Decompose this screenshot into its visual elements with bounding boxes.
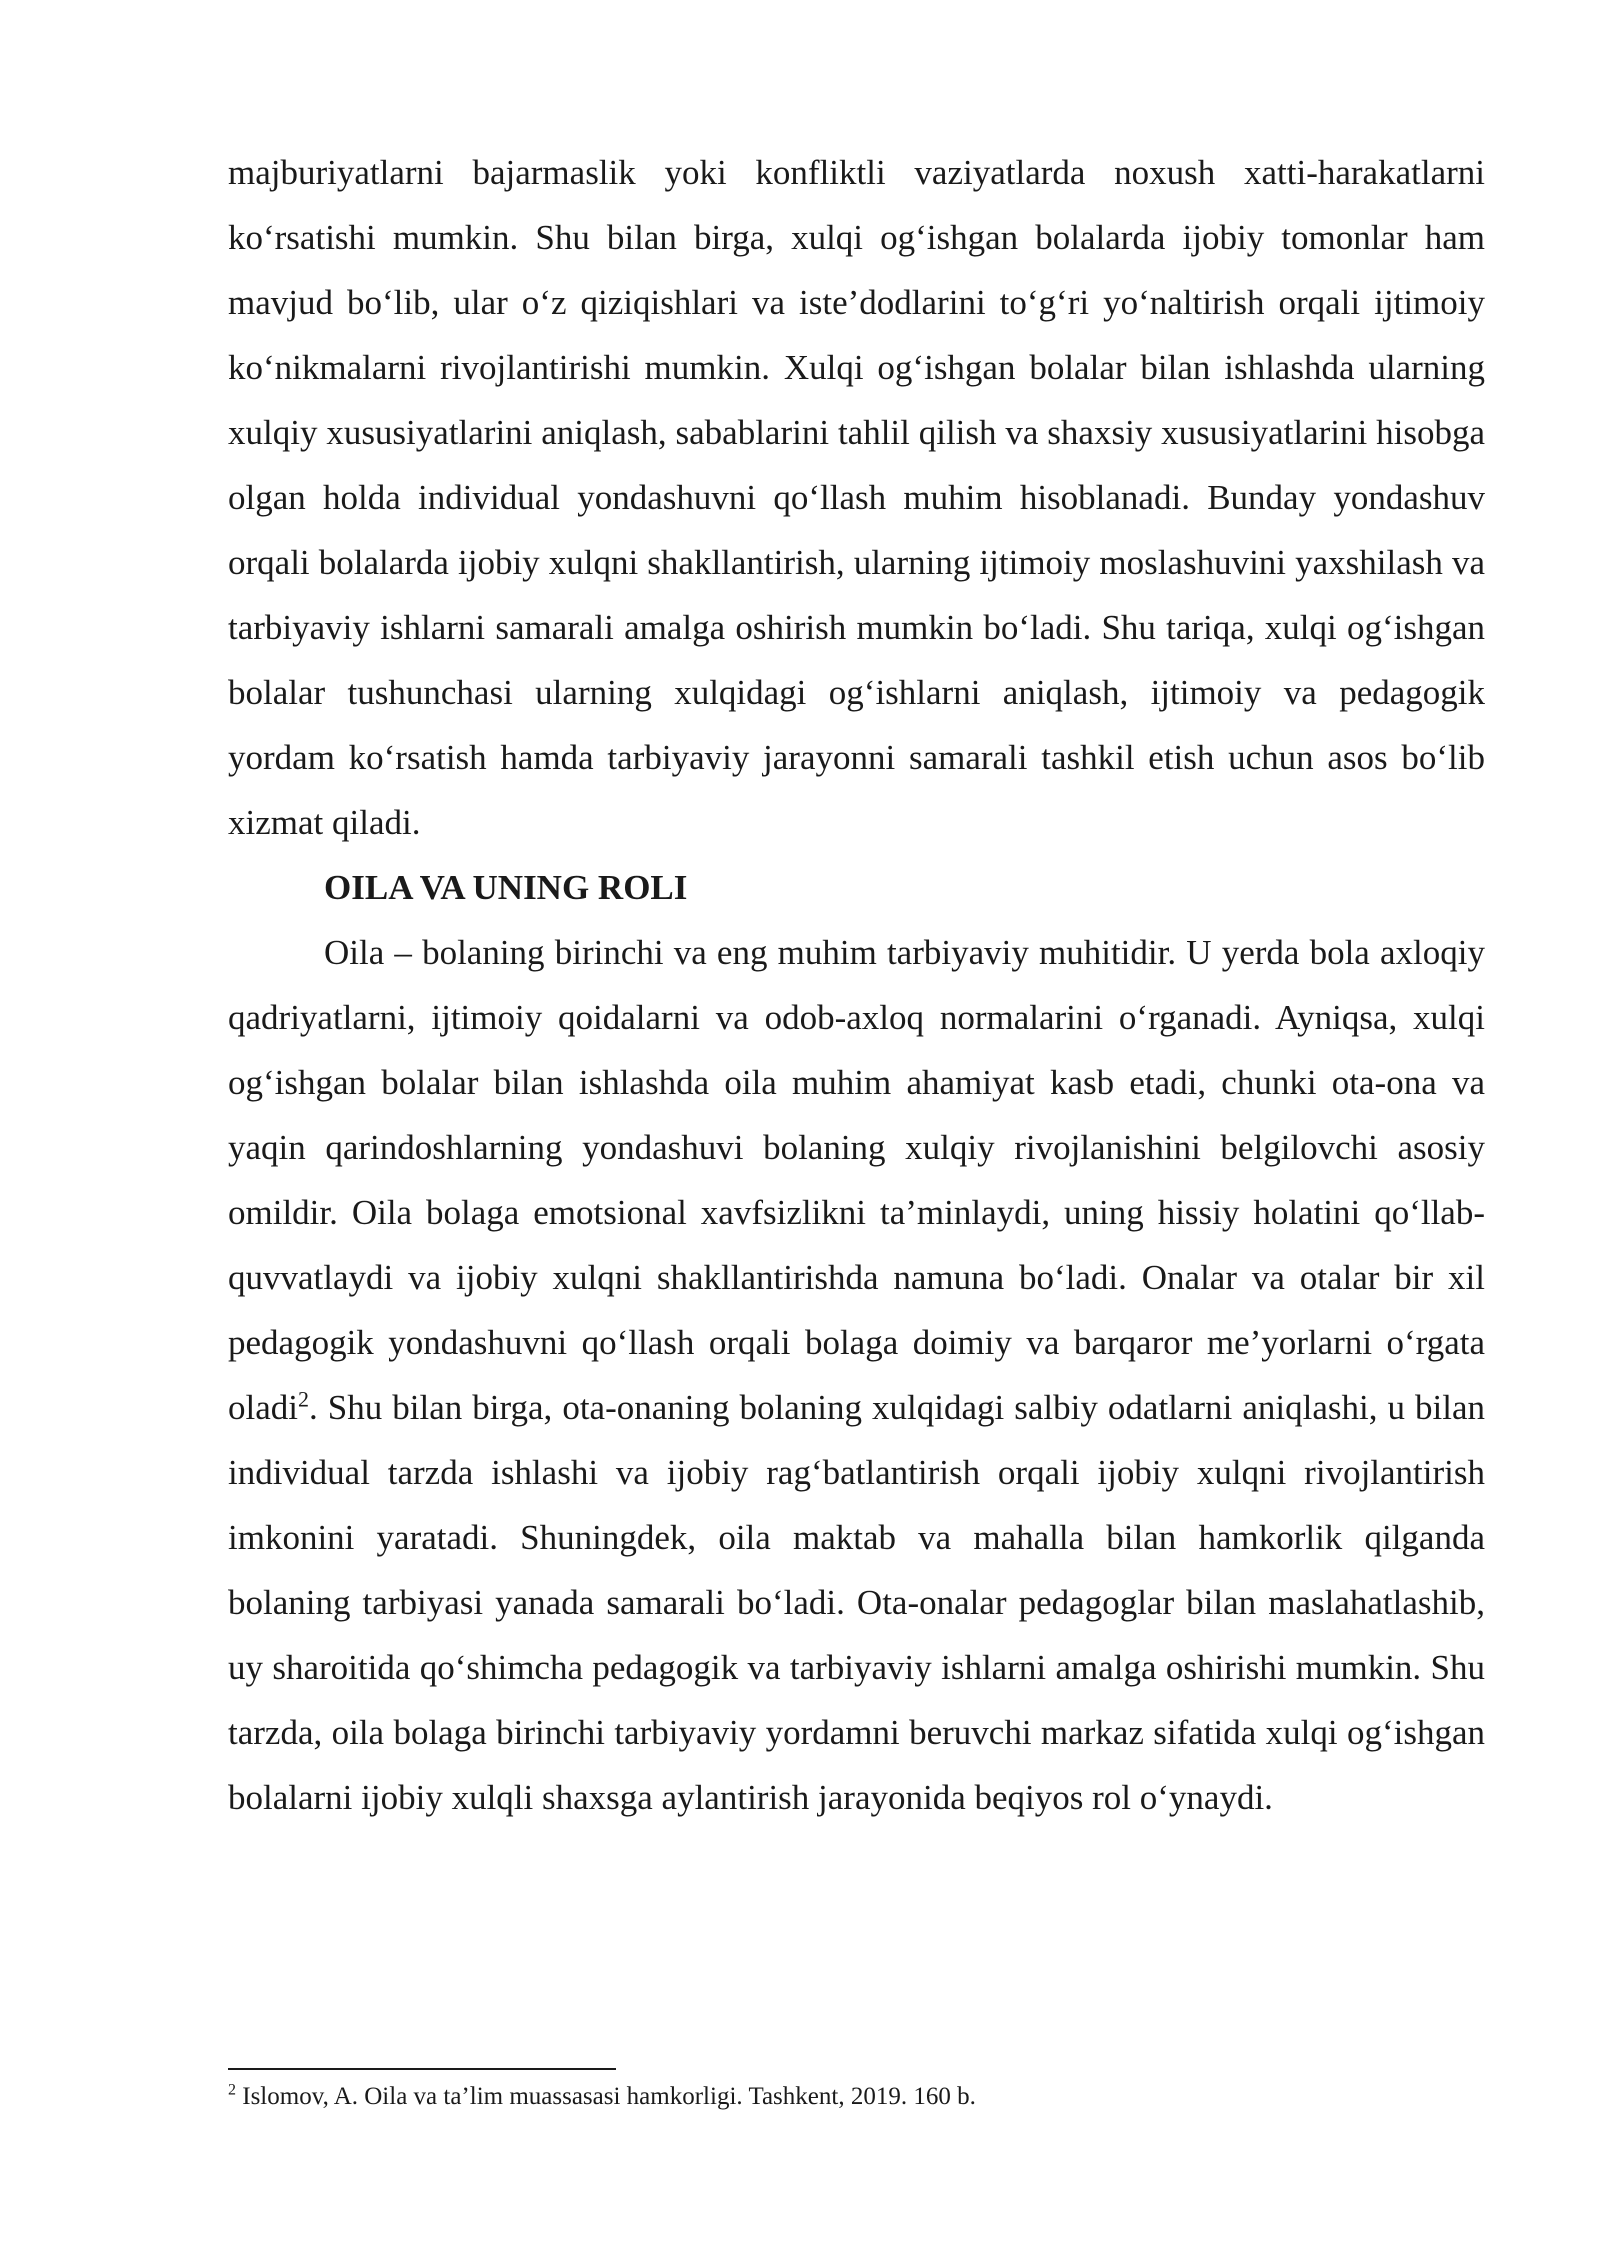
section-heading: OILA VA UNING ROLI [324,868,688,907]
page-body [228,140,1485,1830]
footnote-text: Islomov, A. Oila va ta’lim muassasasi hamkorligi. Tashkent, 2019. 160 b. [242,2083,976,2110]
footnote [228,2080,1485,2114]
footnote-separator [228,2068,616,2070]
paragraph-text-part-2: . Shu bilan birga, ota-onaning bolaning xulqidagi salbiy odatlarni aniqlashi, u bilan individual tarzda ishlashi va ijobiy rag‘batlantirish orqali ijobiy xulqni rivojlantirish imkonini yaratadi. Shuningdek, oila maktab va mahalla bilan hamkorlik qilganda bolaning tarbiyasi yanada samarali bo‘ladi. Ota-onalar pedagoglar bilan maslahatlashib, uy sharoitida qo‘shimcha pedagogik va tarbiyaviy ishlarni amalga oshirishi mumkin. Shu tarzda, oila bolaga birinchi tarbiyaviy yordamni beruvchi markaz sifatida xulqi og‘ishgan bolalarni ijobiy xulqli shaxsga aylantirish jarayonida beqiyos rol o‘ynaydi. [228,1388,1485,1817]
body-paragraph: majburiyatlarni bajarmaslik yoki konfliktli vaziyatlarda noxush xatti-harakatlarni ko‘rsatishi mumkin. Shu bilan birga, xulqi og‘ishgan bolalarda ijobiy tomonlar ham mavjud bo‘lib, ular o‘z qiziqishlari va iste’dodlarini to‘g‘ri yo‘naltirish orqali ijtimoiy ko‘nikmalarni rivojlantirishi mumkin. Xulqi og‘ishgan bolalar bilan ishlashda ularning xulqiy xususiyatlarini aniqlash, sabablarini tahlil qilish va shaxsiy xususiyatlarini hisobga olgan holda individual yondashuvni qo‘llash muhim hisoblanadi. Bunday yondashuv orqali bolalarda ijobiy xulqni shakllantirish, ularning ijtimoiy moslashuvini yaxshilash va tarbiyaviy ishlarni samarali amalga oshirish mumkin bo‘ladi. Shu tariqa, xulqi og‘ishgan bolalar tushunchasi ularning xulqidagi og‘ishlarni aniqlash, ijtimoiy va pedagogik yordam ko‘rsatish hamda tarbiyaviy jarayonni samarali tashkil etish uchun asos bo‘lib xizmat qiladi. [228,153,1485,842]
footnote-number: 2 [228,2081,236,2099]
paragraph-text-part-1: Oila – bolaning birinchi va eng muhim tarbiyaviy muhitidir. U yerda bola axloqiy qadriyatlarni, ijtimoiy qoidalarni va odob-axloq normalarini o‘rganadi. Ayniqsa, xulqi og‘ishgan bolalar bilan ishlashda oila muhim ahamiyat kasb etadi, chunki ota-ona va yaqin qarindoshlarning yondashuvi bolaning xulqiy rivojlanishini belgilovchi asosiy omildir. Oila bolaga emotsional xavfsizlikni ta’minlaydi, uning hissiy holatini qo‘llab-quvvatlaydi va ijobiy xulqni shakllantirishda namuna bo‘ladi. Onalar va otalar bir xil pedagogik yondashuvni qo‘llash orqali bolaga doimiy va barqaror me’yorlarni o‘rgata oladi [228,933,1485,1427]
footnote-reference[interactable]: 2 [297,1386,309,1412]
body-paragraph-oila [228,920,1485,1830]
